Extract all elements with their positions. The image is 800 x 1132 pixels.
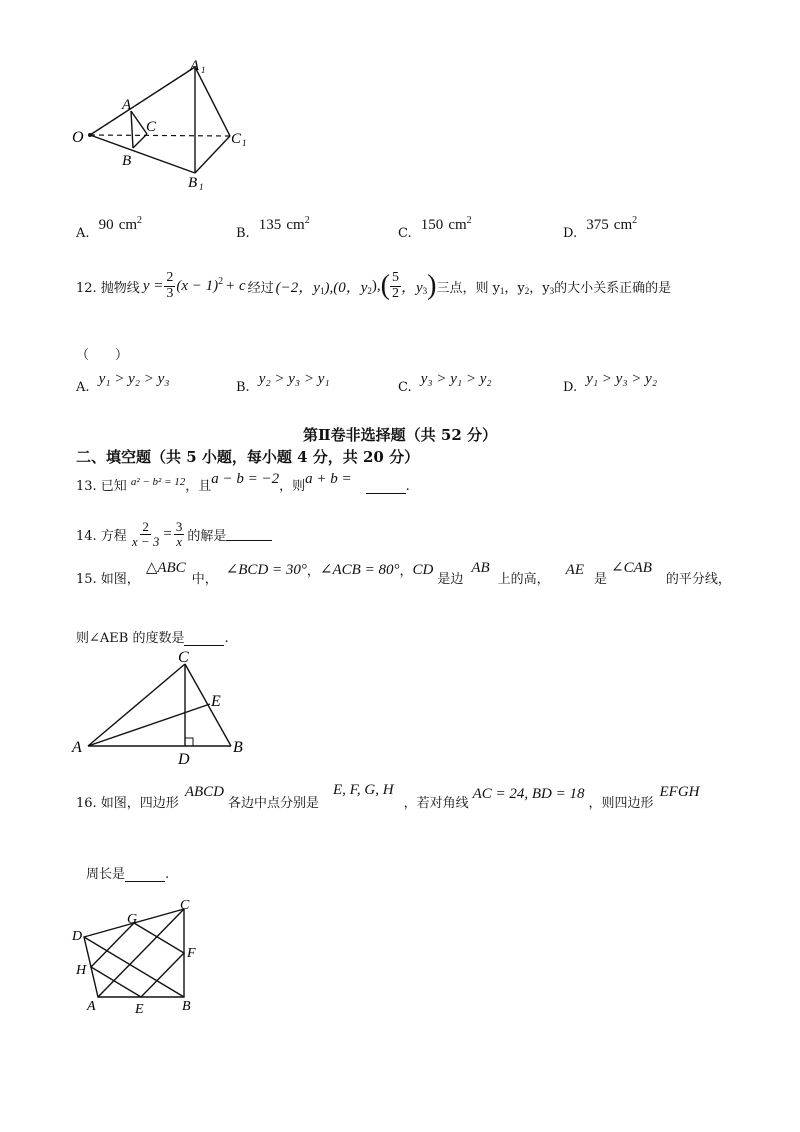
label-C: C xyxy=(178,649,189,666)
q13-stem: 13. 已知 a² − b² = 12 ，且 a − b = −2 ，则 a + b = . xyxy=(76,471,410,494)
q11-option-c[interactable]: C. 150 $cm^2$ xyxy=(398,214,472,241)
pyramid-diagram xyxy=(70,55,260,195)
q14-stem: 14. 方程 $\frac{2}{x - 3}$ = $\frac{3}{x}$ 的解是 xyxy=(76,520,272,548)
label-C1: C xyxy=(231,131,242,147)
label-D: D xyxy=(178,751,190,768)
q13-answer-blank[interactable] xyxy=(366,481,406,494)
q12-stem: 12. 抛物线 y = $\frac{2}{3}$ (x − 1) $^2$ + c 经过 (−2，y $_1$ ),(0，y $_2$ ), ( $\frac{5}{2}$ ，y $_3$ ) 三点，则 y $_1$ ，y $_2$ ，y $_3$ 的大小关系正确的是 xyxy=(76,269,672,301)
label-A1: A xyxy=(190,58,200,74)
label-A1-sub: 1 xyxy=(201,65,206,75)
q12-option-c[interactable]: C. y₃ > y₁ > y₂ xyxy=(398,371,492,395)
q15-answer-blank[interactable] xyxy=(184,633,224,646)
label-C: C xyxy=(180,898,190,913)
q16-question: 周长是 . xyxy=(86,867,170,882)
label-C: C xyxy=(146,119,157,135)
label-E: E xyxy=(211,693,221,710)
part-title: 第Ⅱ卷非选择题（共 52 分） xyxy=(303,426,497,444)
label-F: F xyxy=(187,946,196,961)
label-H: H xyxy=(76,963,87,978)
q14-fraction-left: $\frac{2}{x - 3}$ xyxy=(131,519,160,549)
q14-answer-blank[interactable] xyxy=(226,528,272,541)
triangle-diagram xyxy=(70,648,270,768)
label-B: B xyxy=(122,153,132,169)
label-B1-sub: 1 xyxy=(199,182,204,192)
q12-fraction: $\frac{2}{3}$ xyxy=(166,269,174,301)
q12-option-b[interactable]: B. y₂ > y₃ > y₁ xyxy=(236,371,330,395)
q11-option-d[interactable]: D. 375 $cm^2$ xyxy=(563,214,638,241)
q12-option-d[interactable]: D. y₁ > y₃ > y₂ xyxy=(563,371,658,395)
q16-answer-blank[interactable] xyxy=(125,869,165,882)
section-heading: 二、填空题（共 5 小题，每小题 4 分，共 20 分） xyxy=(76,448,420,466)
label-A: A xyxy=(72,739,82,756)
label-B: B xyxy=(182,999,191,1014)
label-B: B xyxy=(233,739,243,756)
label-E: E xyxy=(135,1002,144,1017)
label-A: A xyxy=(122,97,132,113)
label-O: O xyxy=(72,129,84,146)
q12-option-a[interactable]: A. y₁ > y₂ > y₃ xyxy=(76,371,170,395)
q14-fraction-right: $\frac{3}{x}$ xyxy=(175,519,183,549)
label-A: A xyxy=(87,999,96,1014)
label-B1: B xyxy=(188,175,198,191)
q11-option-b[interactable]: B. 135 $cm^2$ xyxy=(236,214,310,241)
q16-stem: 16. 如图，四边形 ABCD 各边中点分别是 E, F, G, H ，若对角线 AC = 24, BD = 18 ，则四边形 EFGH xyxy=(76,782,700,811)
label-C1-sub: 1 xyxy=(242,138,247,148)
label-D: D xyxy=(72,929,83,944)
label-G: G xyxy=(127,912,138,927)
q15-question: 则∠AEB 的度数是 . xyxy=(76,631,229,646)
quadrilateral-diagram xyxy=(70,895,210,1020)
q12-point3-fraction: $\frac{5}{2}$ xyxy=(391,269,399,301)
q15-stem: 15. 如图， △ABC 中， ∠BCD = 30° ， ∠ACB = 80° ， CD 是边 AB 上的高， AE 是 ∠CAB 的平分线， xyxy=(76,560,731,587)
q12-answer-paren: （ ） xyxy=(76,348,129,363)
q11-option-a[interactable]: A. 90 $cm^2$ xyxy=(76,214,143,241)
